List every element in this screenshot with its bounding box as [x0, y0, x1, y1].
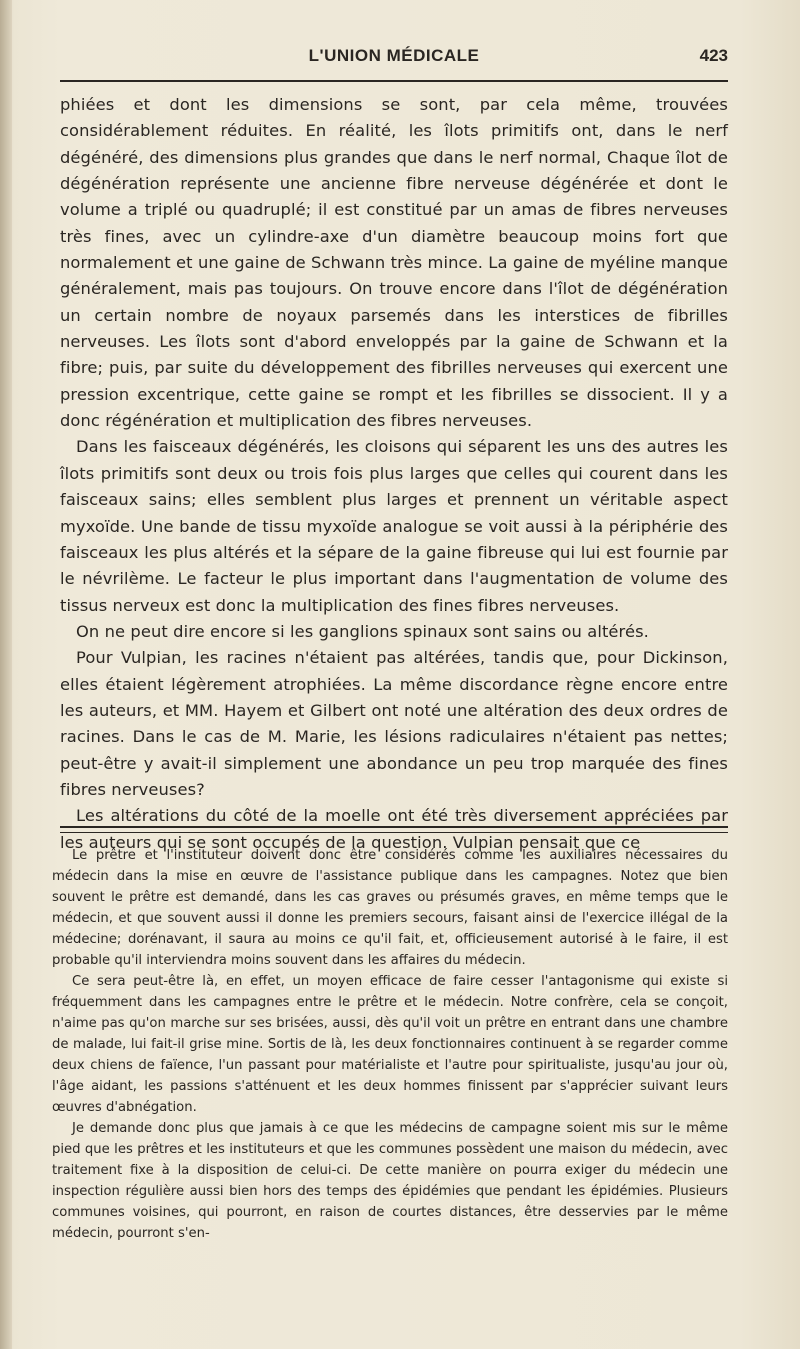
body-paragraph: Les altérations du côté de la moelle ont été très diversement appréciées par les auteurs qui se sont occupés de la question. Vulpian pensait que ce	[60, 806, 728, 852]
page-number: 423	[699, 46, 728, 65]
page-spine-shadow	[0, 0, 12, 1349]
section-divider-thick	[60, 826, 728, 828]
section-divider-thin	[60, 832, 728, 833]
note-paragraph: Le prêtre et l'instituteur doivent donc être considérés comme les auxiliaires nécessaires du médecin dans la mise en œuvre de l'assistance publique dans les campagnes. Notez que bien souvent le prêtre est demandé, dans les cas graves ou présumés graves, en même temps que le médecin, et que souvent aussi il donne les premiers secours, faisant ainsi de l'exercice illégal de la médecine; dorénavant, il saura au moins ce qu'il fait, et, officieusement autorisé à le faire, il est probable qu'il interviendra moins souvent dans les affaires du médecin.	[52, 848, 728, 968]
body-paragraph: On ne peut dire encore si les ganglions spinaux sont sains ou altérés.	[76, 621, 649, 641]
body-paragraph: Pour Vulpian, les racines n'étaient pas altérées, tandis que, pour Dickinson, elles étaient légèrement atrophiées. La même discordance règne encore entre les auteurs, et MM. Hayem et Gilbert ont noté une altération des deux ordres de racines. Dans le cas de M. Marie, les lésions radiculaires n'étaient pas nettes; peut-être y avait-il simplement une abondance un peu trop marquée des fines fibres nerveuses?	[60, 648, 728, 799]
running-title: L'UNION MÉDICALE	[308, 46, 480, 65]
body-paragraph: phiées et dont les dimensions se sont, par cela même, trouvées considérablement réduites. En réalité, les îlots primitifs ont, dans le nerf dégénéré, des dimensions plus grandes que dans le nerf normal, Chaque îlot de dégénération représente une ancienne fibre nerveuse dégénérée et dont le volume a triplé ou quadruplé; il est constitué par un amas de fibres nerveuses très fines, avec un cylindre-axe d'un diamètre beaucoup moins fort que normalement et une gaine de Schwann très mince. La gaine de myéline manque généralement, mais pas toujours. On trouve encore dans l'îlot de dégénération un certain nombre de noyaux parsemés dans les interstices de fibrilles nerveuses. Les îlots sont d'abord enveloppés par la gaine de Schwann et la fibre; puis, par suite du développement des fibrilles nerveuses qui exercent une pression excentrique, cette gaine se rompt et les fibrilles se dissocient. Il y a donc régénération et multiplication des fibres nerveuses.	[60, 95, 728, 431]
body-paragraph: Dans les faisceaux dégénérés, les cloisons qui séparent les uns des autres les îlots primitifs sont deux ou trois fois plus larges que celles qui courent dans les faisceaux sains; elles semblent plus larges et prennent un véritable aspect myxoïde. Une bande de tissu myxoïde analogue se voit aussi à la périphérie des faisceaux les plus altérés et la sépare de la gaine fibreuse qui lui est fournie par le névrilème. Le facteur le plus important dans l'augmentation de volume des tissus nerveux est donc la multiplication des fines fibres nerveuses.	[60, 437, 728, 615]
feuilleton-text	[52, 845, 728, 1244]
page-header	[60, 46, 728, 76]
note-paragraph: Je demande donc plus que jamais à ce que les médecins de campagne soient mis sur le même pied que les prêtres et les instituteurs et que les communes possèdent une maison du médecin, avec traitement fixe à la disposition de celui-ci. De cette manière on pourra exiger du médecin une inspection régulière aussi bien hors des temps des épidémies que pendant les épidémies. Plusieurs communes voisines, qui pourront, en raison de courtes distances, être desservies par le même médecin, pourront s'en-	[52, 1121, 728, 1241]
note-paragraph: Ce sera peut-être là, en effet, un moyen efficace de faire cesser l'antagonisme qui existe si fréquemment dans les campagnes entre le prêtre et le médecin. Notre confrère, cela se conçoit, n'aime pas qu'on marche sur ses brisées, aussi, dès qu'il voit un prêtre en entrant dans une chambre de malade, lui fait-il grise mine. Sortis de là, les deux fonctionnaires continuent à se regarder comme deux chiens de faïence, l'un passant pour matérialiste et l'autre pour spiritualiste, jusqu'au jour où, l'âge aidant, les passions s'atténuent et les deux hommes finissent par s'apprécier suivant leurs œuvres d'abnégation.	[52, 974, 728, 1115]
header-rule	[60, 80, 728, 82]
main-body-text	[60, 92, 728, 856]
